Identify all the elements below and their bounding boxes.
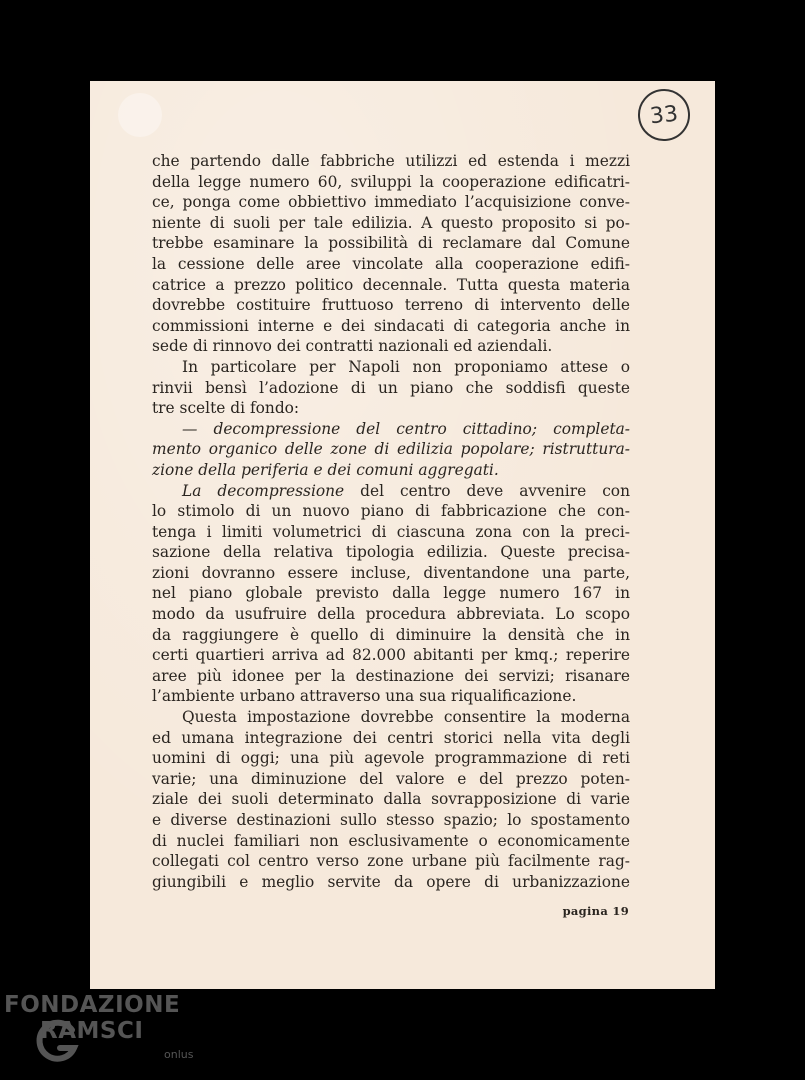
text-line: e diverse destinazioni sullo stesso spazio; lo spostamento	[152, 811, 630, 829]
text-line: collegati col centro verso zone urbane più facilmente rag-	[152, 852, 630, 871]
italic-term: La decompressione	[182, 481, 345, 500]
text-line: commissioni interne e dei sindacati di categoria anche in	[152, 316, 630, 335]
text-line: ed umana integrazione dei centri storici nella vita degli	[152, 728, 630, 747]
text-line: uomini di oggi; una più agevole programmazione di reti	[152, 749, 630, 768]
text-line: dovrebbe costituire fruttuoso terreno di intervento delle	[152, 296, 630, 315]
text-line: mento organico delle zone di edilizia popolare; ristruttura-	[152, 440, 630, 459]
logo-text-top: FONDAZIONE	[4, 992, 181, 1018]
text-line: In particolare per Napoli non proponiamo attese o	[182, 357, 630, 376]
line-continuation: del centro deve avvenire con	[344, 481, 630, 500]
text-line: di nuclei familiari non esclusivamente o economicamente	[152, 831, 630, 850]
text-line: zioni dovranno essere incluse, diventandone una parte,	[152, 563, 630, 582]
faded-stamp	[118, 93, 162, 137]
text-line: tre scelte di fondo:	[152, 399, 300, 418]
text-line: rinvii bensì l’adozione di un piano che soddisfi queste	[152, 378, 630, 397]
text-line: trebbe esaminare la possibilità di reclamare dal Comune	[152, 234, 630, 253]
folio-number: 33	[635, 86, 692, 143]
text-line: sazione della relativa tipologia edilizia. Queste precisa-	[152, 543, 630, 562]
text-line: catrice a prezzo politico decennale. Tutta questa materia	[152, 275, 630, 294]
text-line: da raggiungere è quello di diminuire la densità che in	[152, 625, 630, 644]
fondazione-gramsci-logo	[4, 992, 204, 1072]
text-line: ziale dei suoli determinato dalla sovrapposizione di varie	[152, 790, 630, 809]
text-line: certi quartieri arriva ad 82.000 abitanti per kmq.; reperire	[152, 646, 630, 665]
text-line: che partendo dalle fabbriche utilizzi ed estenda i mezzi	[152, 152, 630, 170]
text-line: zione della periferia e dei comuni aggregati.	[152, 460, 499, 479]
text-line: aree più idonee per la destinazione dei servizi; risanare	[152, 666, 630, 685]
text-line: tenga i limiti volumetrici di ciascuna zona con la preci-	[152, 522, 630, 541]
text-line: l’ambiente urbano attraverso una sua riqualificazione.	[152, 687, 577, 706]
logo-onlus: onlus	[164, 1048, 194, 1061]
text-line: sede di rinnovo dei contratti nazionali ed aziendali.	[152, 337, 553, 356]
text-line: niente di suoli per tale edilizia. A questo proposito si po-	[152, 213, 630, 232]
text-line: Questa impostazione dovrebbe consentire la moderna	[182, 708, 630, 727]
text-line: — decompressione del centro cittadino; completa-	[182, 419, 630, 438]
text-line	[152, 481, 630, 502]
text-line: varie; una diminuzione del valore e del prezzo poten-	[152, 769, 630, 788]
text-line: lo stimolo di un nuovo piano di fabbricazione che con-	[152, 502, 630, 521]
page-number: pagina 19	[562, 904, 629, 918]
body-text	[152, 151, 630, 892]
text-line: modo da usufruire della procedura abbreviata. Lo scopo	[152, 605, 630, 624]
text-line: della legge numero 60, sviluppi la cooperazione edificatri-	[152, 172, 630, 191]
text-line: giungibili e meglio servite da opere di urbanizzazione	[152, 872, 630, 891]
logo-text-bottom: RAMSCI	[40, 1018, 144, 1044]
text-line: nel piano globale previsto dalla legge numero 167 in	[152, 584, 630, 603]
text-line: la cessione delle aree vincolate alla cooperazione edifi-	[152, 254, 630, 273]
text-line: ce, ponga come obbiettivo immediato l’acquisizione conve-	[152, 193, 630, 212]
document-page	[90, 81, 715, 989]
